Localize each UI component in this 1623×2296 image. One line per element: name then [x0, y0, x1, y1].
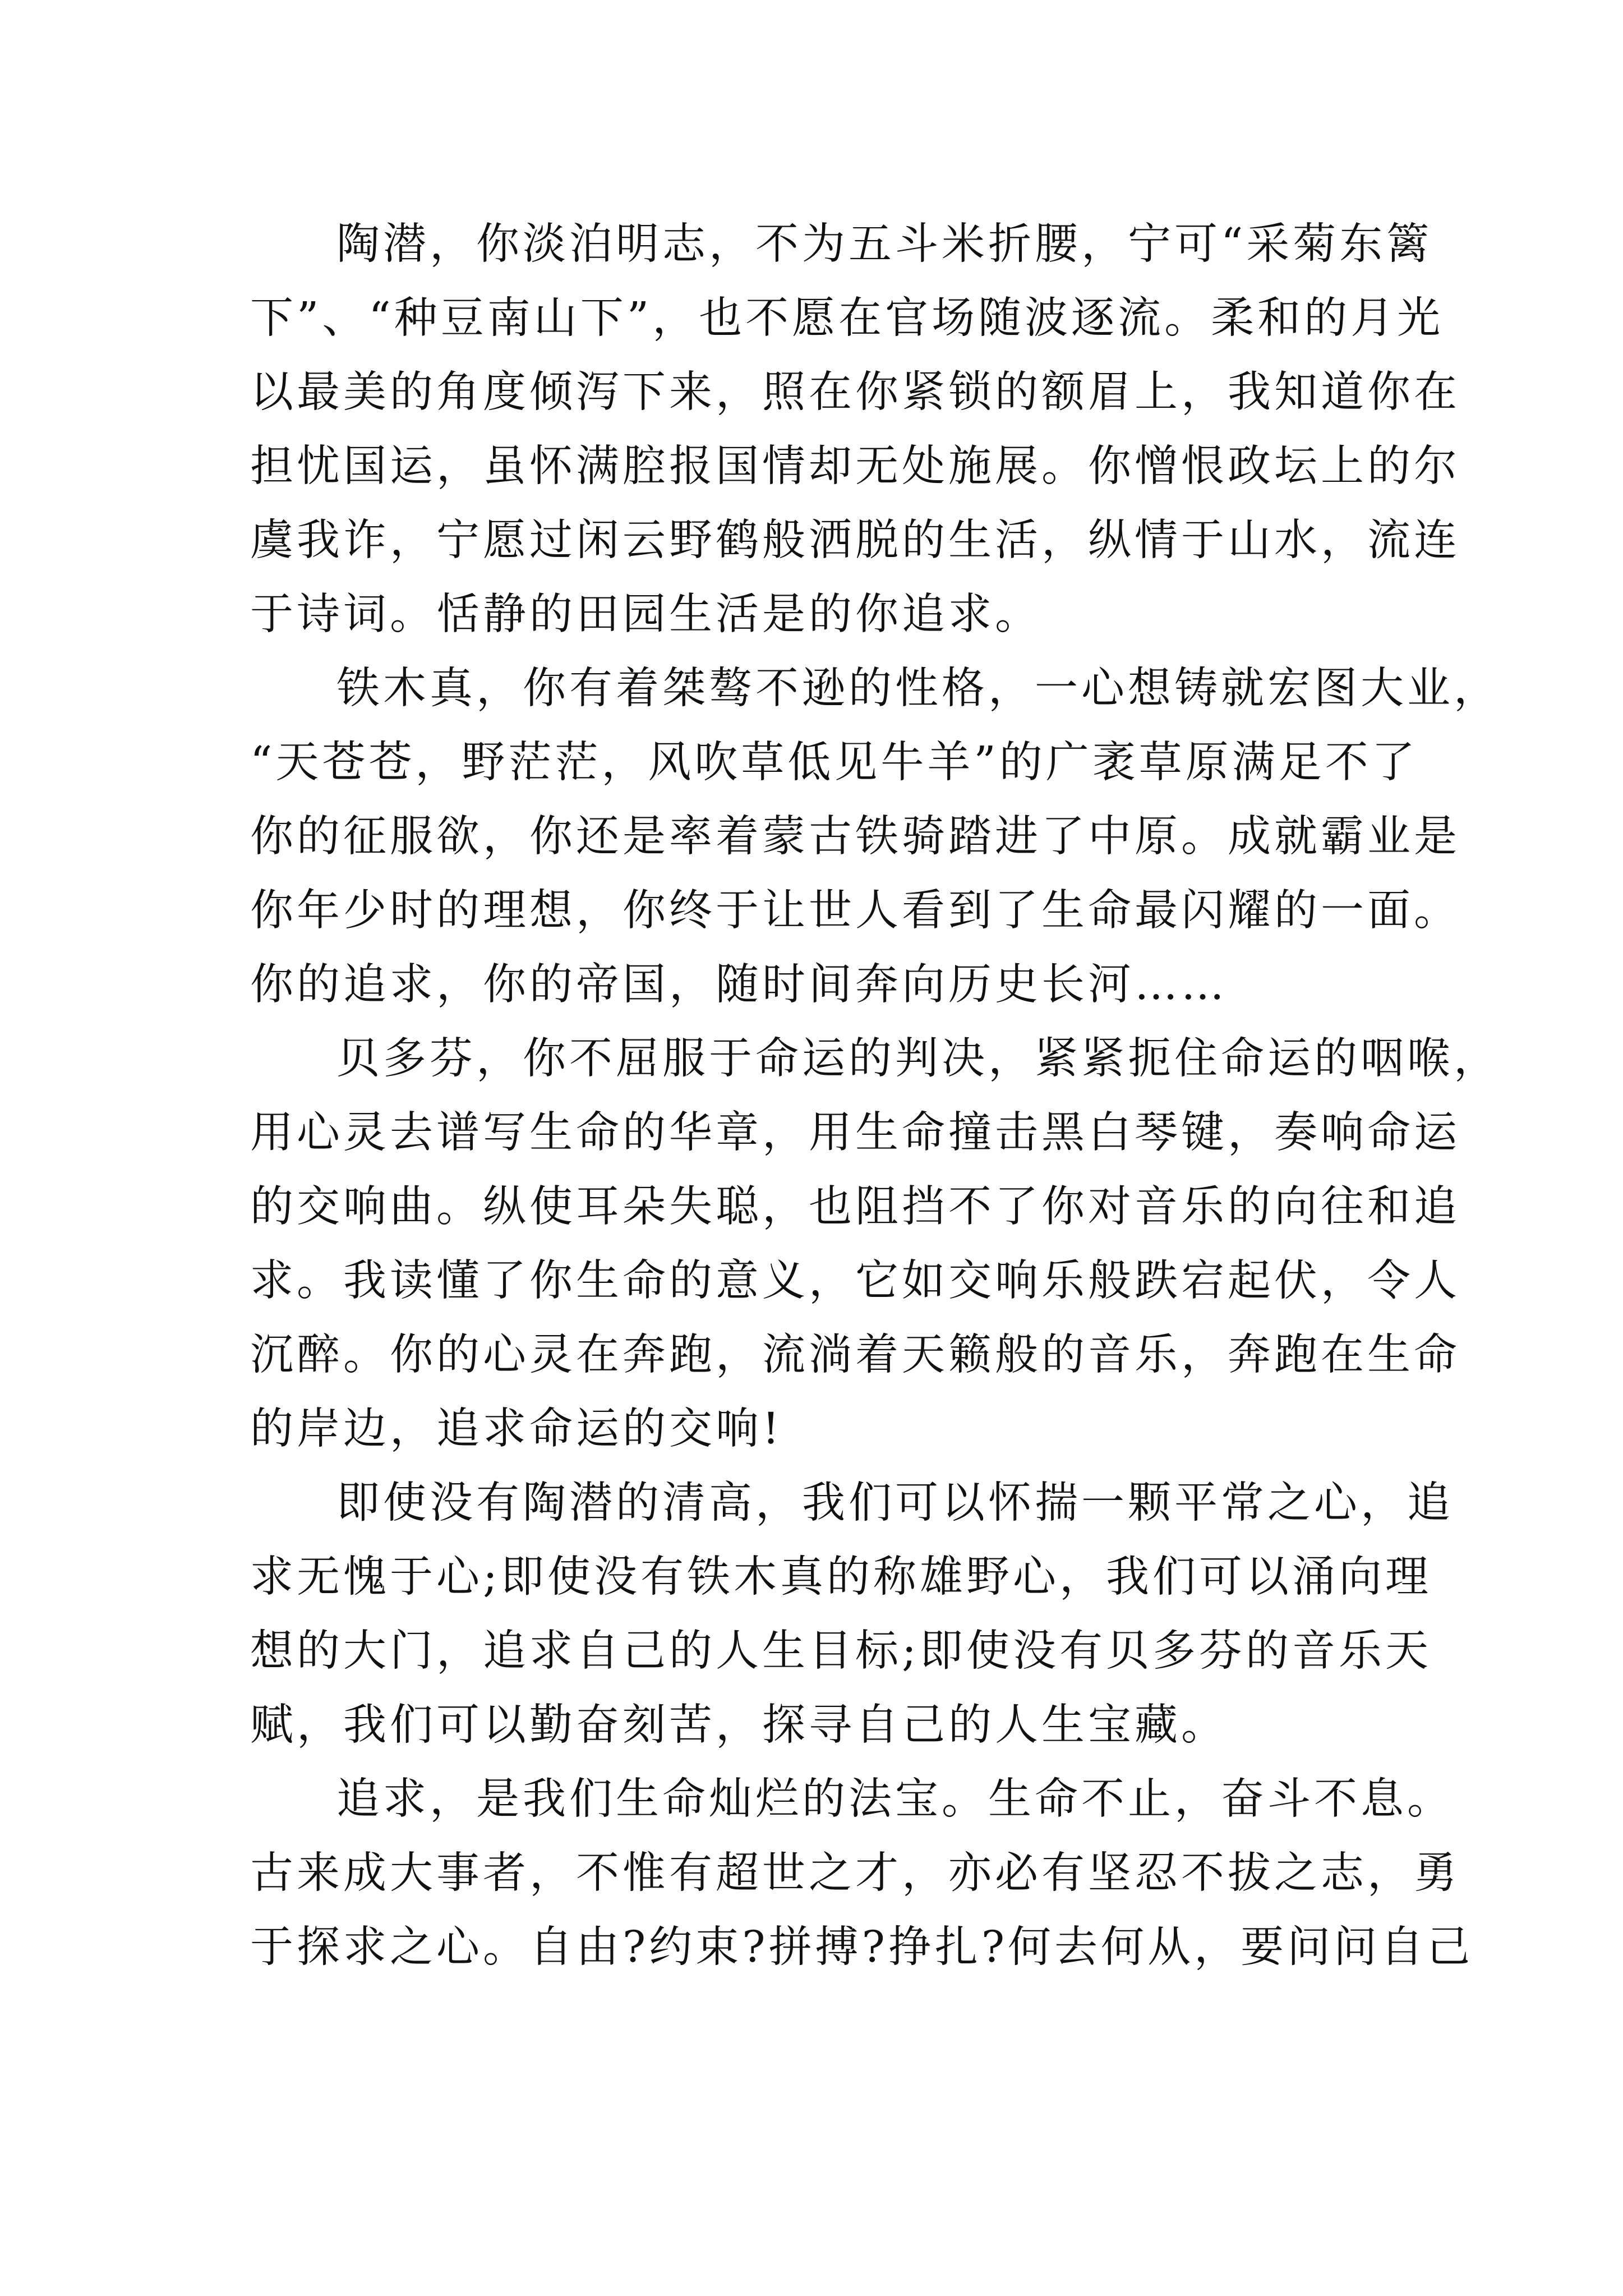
text-line: 下”、“种豆南山下”，也不愿在官场随波逐流。柔和的月光 — [250, 293, 1444, 343]
paragraph-pursuit — [250, 1763, 1474, 1985]
essay-body — [250, 208, 1500, 1985]
text-line: 沉醉。你的心灵在奔跑，流淌着天籁般的音乐，奔跑在生命 — [250, 1330, 1460, 1380]
text-line: 想的大门，追求自己的人生目标;即使没有贝多芬的音乐天 — [250, 1626, 1432, 1676]
paragraph-tao-qian — [250, 208, 1460, 652]
text-line: 以最美的角度倾泻下来，照在你紧锁的额眉上，我知道你在 — [250, 367, 1460, 417]
text-line: 陶潜，你淡泊明志，不为五斗米折腰，宁可“采菊东篱 — [336, 219, 1433, 269]
text-line: 虞我诈，宁愿过闲云野鹤般洒脱的生活，纵情于山水，流连 — [250, 516, 1460, 565]
text-line: 铁木真，你有着桀骜不逊的性格，一心想铸就宏图大业， — [336, 664, 1500, 714]
text-line: 于探求之心。自由?约束?拼搏?挣扎?何去何从，要问问自己 — [250, 1922, 1474, 1972]
text-line: 求无愧于心;即使没有铁木真的称雄野心，我们可以涌向理 — [250, 1552, 1432, 1602]
text-line: 求。我读懂了你生命的意义，它如交响乐般跌宕起伏，令人 — [250, 1256, 1460, 1306]
text-line: 古来成大事者，不惟有超世之才，亦必有坚忍不拔之志，勇 — [250, 1848, 1460, 1898]
paragraph-even-without — [250, 1466, 1454, 1763]
text-line: 用心灵去谱写生命的华章，用生命撞击黑白琴键，奏响命运 — [250, 1108, 1460, 1158]
paragraph-beethoven — [250, 1022, 1500, 1466]
text-line: “天苍苍，野茫茫，风吹草低见牛羊”的广袤草原满足不了 — [250, 738, 1418, 788]
text-line: 你的征服欲，你还是率着蒙古铁骑踏进了中原。成就霸业是 — [250, 812, 1460, 862]
text-line: 的岸边，追求命运的交响! — [250, 1404, 783, 1454]
text-line: 你的追求，你的帝国，随时间奔向历史长河…… — [250, 960, 1228, 1010]
text-line: 贝多芬，你不屈服于命运的判决，紧紧扼住命运的咽喉， — [336, 1034, 1500, 1084]
text-line: 于诗词。恬静的田园生活是的你追求。 — [250, 590, 1041, 639]
text-line: 的交响曲。纵使耳朵失聪，也阻挡不了你对音乐的向往和追 — [250, 1182, 1460, 1232]
text-line: 追求，是我们生命灿烂的法宝。生命不止，奋斗不息。 — [336, 1774, 1454, 1824]
text-line: 你年少时的理想，你终于让世人看到了生命最闪耀的一面。 — [250, 886, 1460, 936]
text-line: 即使没有陶潜的清高，我们可以怀揣一颗平常之心，追 — [336, 1478, 1454, 1528]
text-line: 担忧国运，虽怀满腔报国情却无处施展。你憎恨政坛上的尔 — [250, 441, 1460, 491]
text-line: 赋，我们可以勤奋刻苦，探寻自己的人生宝藏。 — [250, 1700, 1228, 1750]
paragraph-temujin — [250, 652, 1500, 1022]
